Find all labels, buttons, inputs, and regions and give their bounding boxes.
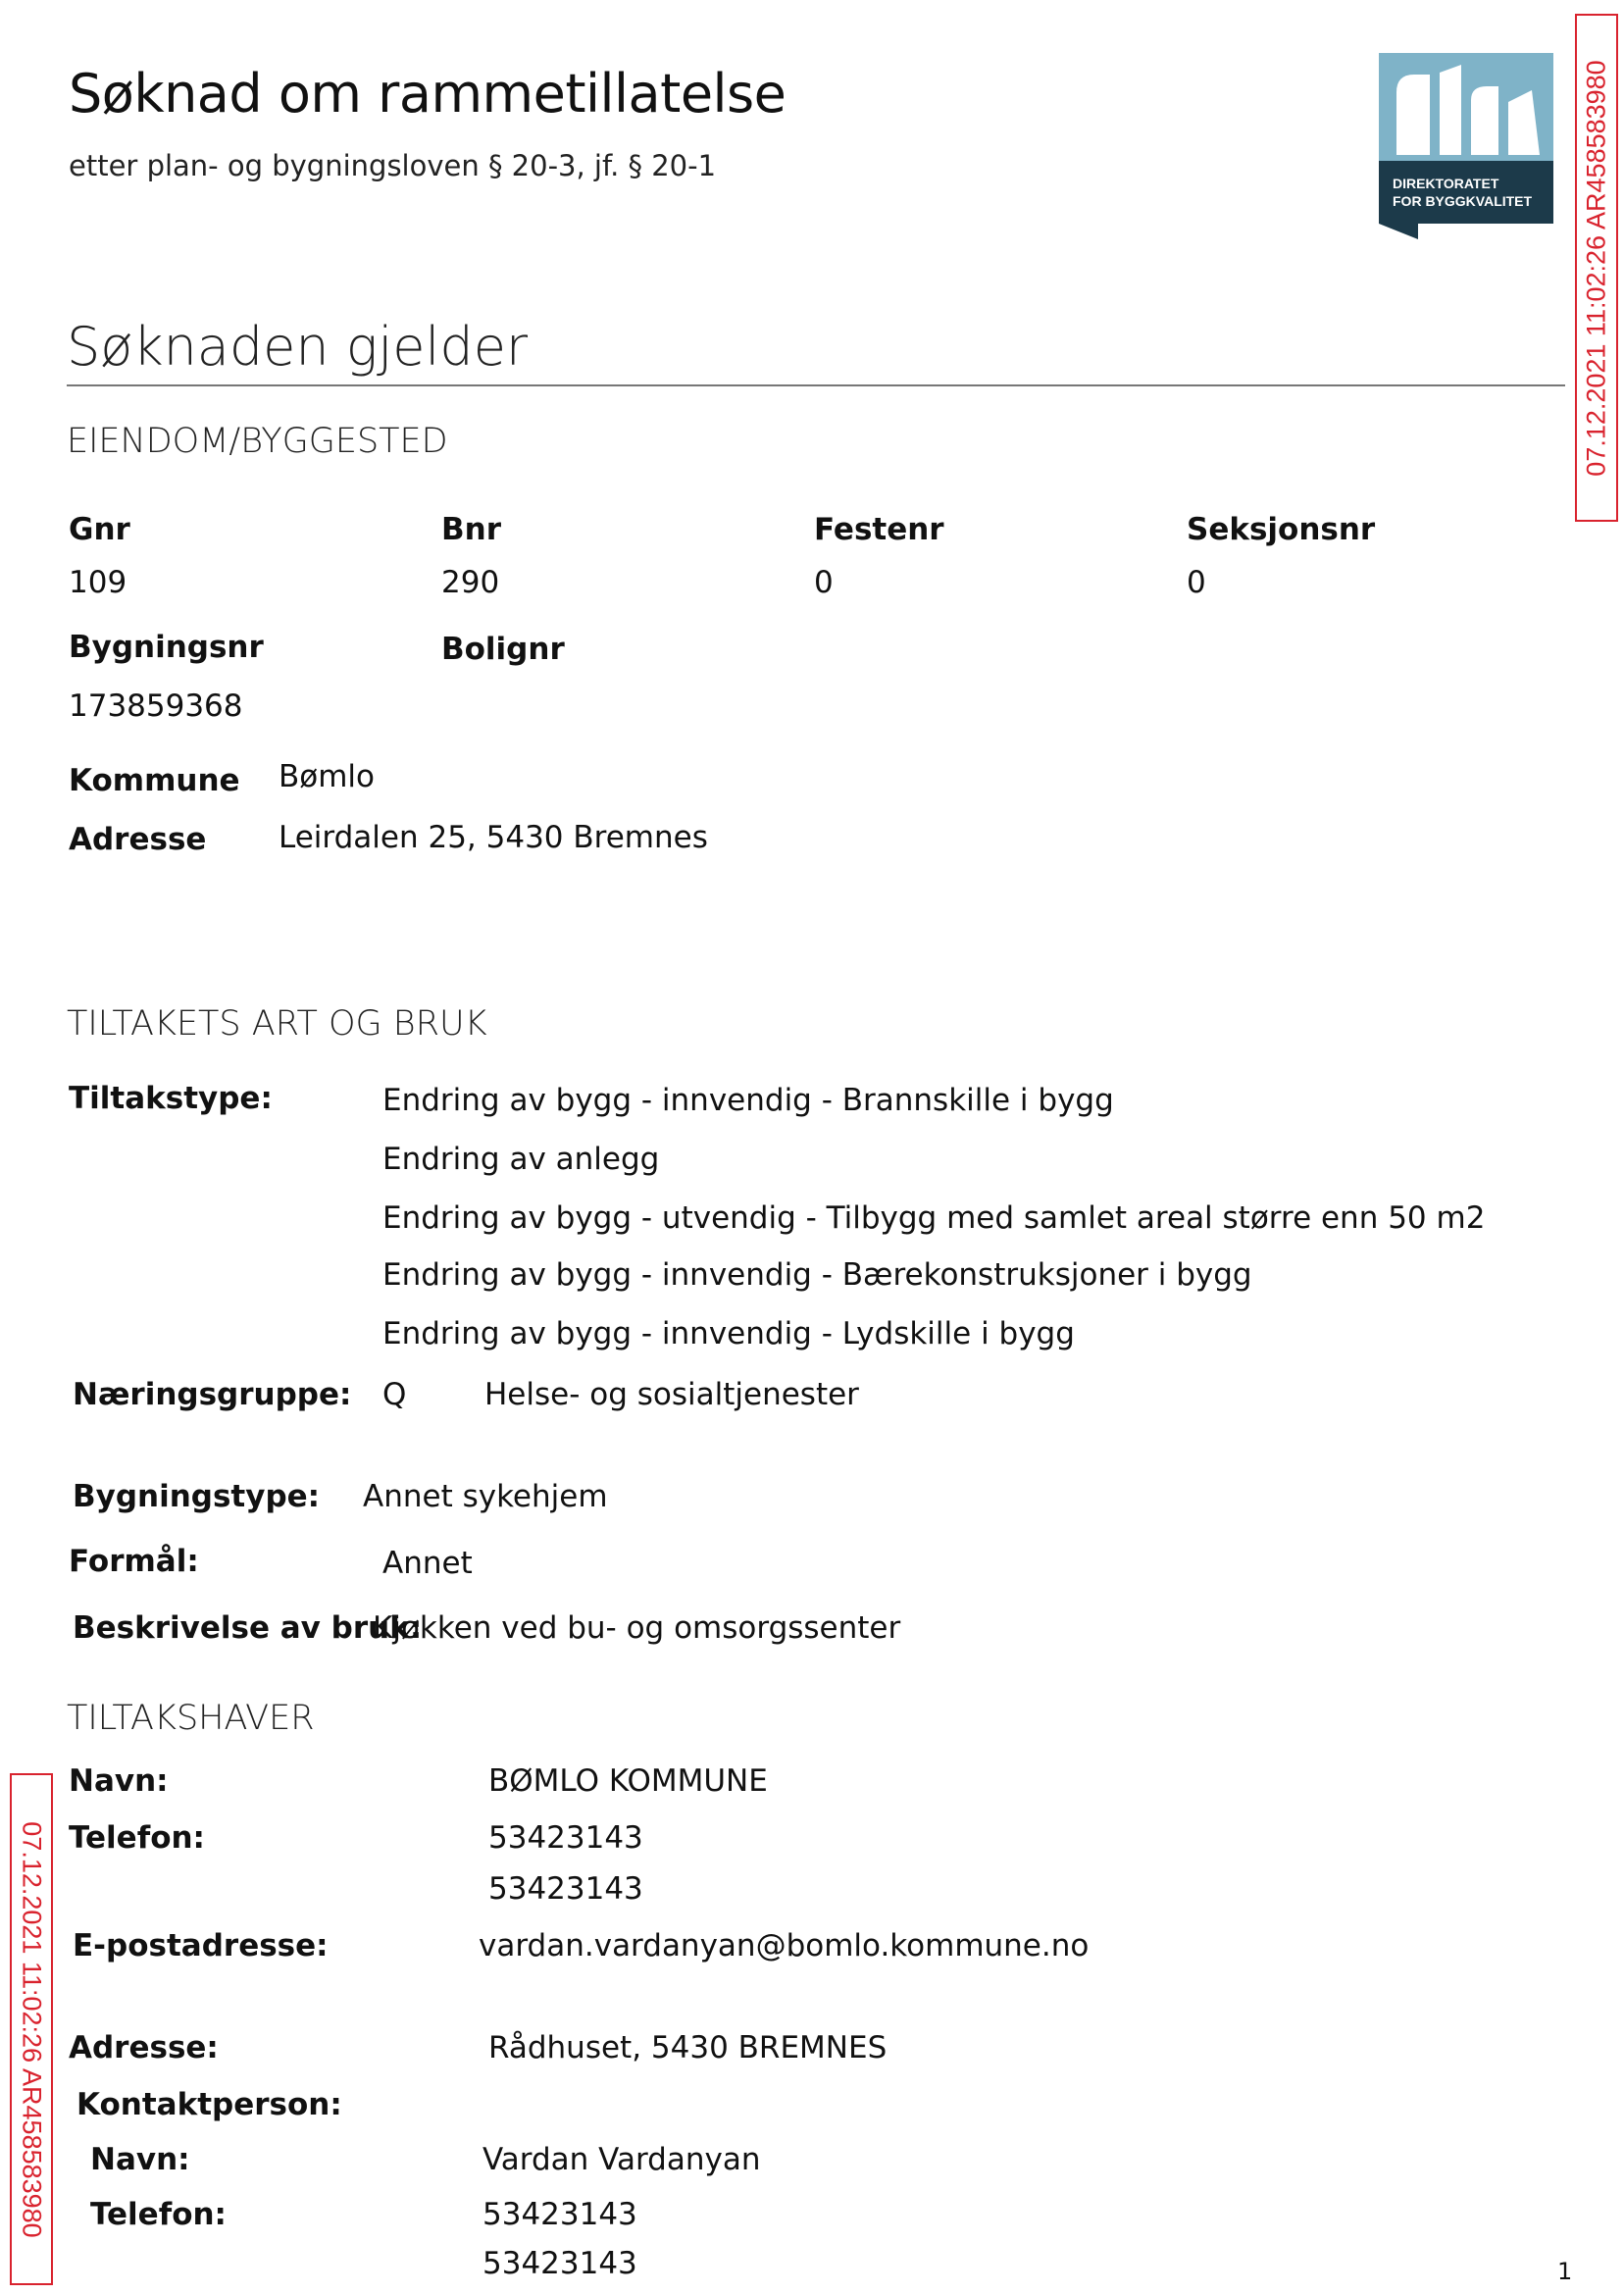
gnr-value: 109 — [69, 565, 127, 600]
tiltakshaver-telefon-value: 53423143 — [488, 1871, 643, 1907]
bygningstype-value: Annet sykehjem — [363, 1479, 608, 1514]
tiltakshaver-adresse-value: Rådhuset, 5430 BREMNES — [488, 2030, 888, 2065]
naeringsgruppe-value: Helse- og sosialtjenester — [484, 1377, 859, 1412]
tiltakstype-item: Endring av bygg - utvendig - Tilbygg med samlet areal større enn 50 m2 — [382, 1200, 1486, 1236]
beskrivelse-label: Beskrivelse av bruk: — [73, 1610, 423, 1646]
tiltakstype-item: Endring av anlegg — [382, 1142, 660, 1177]
tiltak-heading: TILTAKETS ART OG BRUK — [67, 1004, 487, 1044]
naeringsgruppe-code: Q — [382, 1377, 407, 1412]
formaal-label: Formål: — [69, 1544, 199, 1579]
kontakt-telefon-label: Telefon: — [90, 2197, 227, 2232]
bolignr-label: Bolignr — [441, 632, 565, 667]
bnr-value: 290 — [441, 565, 500, 600]
tiltakshaver-navn-value: BØMLO KOMMUNE — [488, 1763, 768, 1799]
tiltakshaver-heading: TILTAKSHAVER — [67, 1699, 315, 1738]
page-number: 1 — [1557, 2258, 1573, 2285]
tiltakshaver-epost-value: vardan.vardanyan@bomlo.kommune.no — [479, 1928, 1090, 1963]
tiltakstype-item: Endring av bygg - innvendig - Lydskille i bygg — [382, 1316, 1075, 1351]
seksjonsnr-label: Seksjonsnr — [1187, 512, 1376, 547]
tiltakshaver-telefon-label: Telefon: — [69, 1820, 205, 1856]
tiltakshaver-epost-label: E-postadresse: — [73, 1928, 329, 1963]
seksjonsnr-value: 0 — [1187, 565, 1206, 600]
dibk-logo — [1379, 53, 1553, 239]
tiltakstype-item: Endring av bygg - innvendig - Brannskille i bygg — [382, 1083, 1114, 1118]
kommune-value: Bømlo — [279, 759, 376, 794]
logo-text-line-2: FOR BYGGKVALITET — [1393, 193, 1533, 209]
tiltakstype-item: Endring av bygg - innvendig - Bærekonstruksjoner i bygg — [382, 1257, 1252, 1293]
bygningsnr-value: 173859368 — [69, 688, 243, 724]
naeringsgruppe-label: Næringsgruppe: — [73, 1377, 352, 1412]
festenr-label: Festenr — [814, 512, 944, 547]
bygningsnr-label: Bygningsnr — [69, 630, 264, 665]
document-stamp-top-right: 07.12.2021 11:02:26 AR458583980 — [1575, 14, 1618, 522]
tiltakshaver-adresse-label: Adresse: — [69, 2030, 219, 2065]
document-stamp-bottom-left: 07.12.2021 11:02:26 AR458583980 — [10, 1773, 53, 2285]
page-title: Søknad om rammetillatelse — [69, 63, 787, 125]
adresse-value: Leirdalen 25, 5430 Bremnes — [279, 820, 708, 855]
kommune-label: Kommune — [69, 763, 240, 798]
adresse-label: Adresse — [69, 822, 207, 857]
kontaktperson-label: Kontaktperson: — [76, 2087, 342, 2122]
tiltakshaver-navn-label: Navn: — [69, 1763, 169, 1799]
bygningstype-label: Bygningstype: — [73, 1479, 321, 1514]
kontakt-navn-value: Vardan Vardanyan — [482, 2142, 761, 2177]
tiltakshaver-telefon-value: 53423143 — [488, 1820, 643, 1856]
section-divider — [67, 384, 1565, 386]
section-title: Søknaden gjelder — [67, 316, 529, 378]
kontakt-telefon-value: 53423143 — [482, 2197, 637, 2232]
tiltakstype-label: Tiltakstype: — [69, 1081, 273, 1116]
eiendom-heading: EIENDOM/BYGGESTED — [67, 422, 448, 461]
logo-text-line-1: DIREKTORATET — [1393, 176, 1499, 191]
festenr-value: 0 — [814, 565, 834, 600]
page-subtitle: etter plan- og bygningsloven § 20-3, jf. § 20-1 — [69, 149, 717, 182]
beskrivelse-value: Kjøkken ved bu- og omsorgssenter — [373, 1610, 901, 1646]
kontakt-telefon-value: 53423143 — [482, 2246, 637, 2281]
formaal-value: Annet — [382, 1546, 473, 1581]
kontakt-navn-label: Navn: — [90, 2142, 190, 2177]
bnr-label: Bnr — [441, 512, 501, 547]
gnr-label: Gnr — [69, 512, 130, 547]
